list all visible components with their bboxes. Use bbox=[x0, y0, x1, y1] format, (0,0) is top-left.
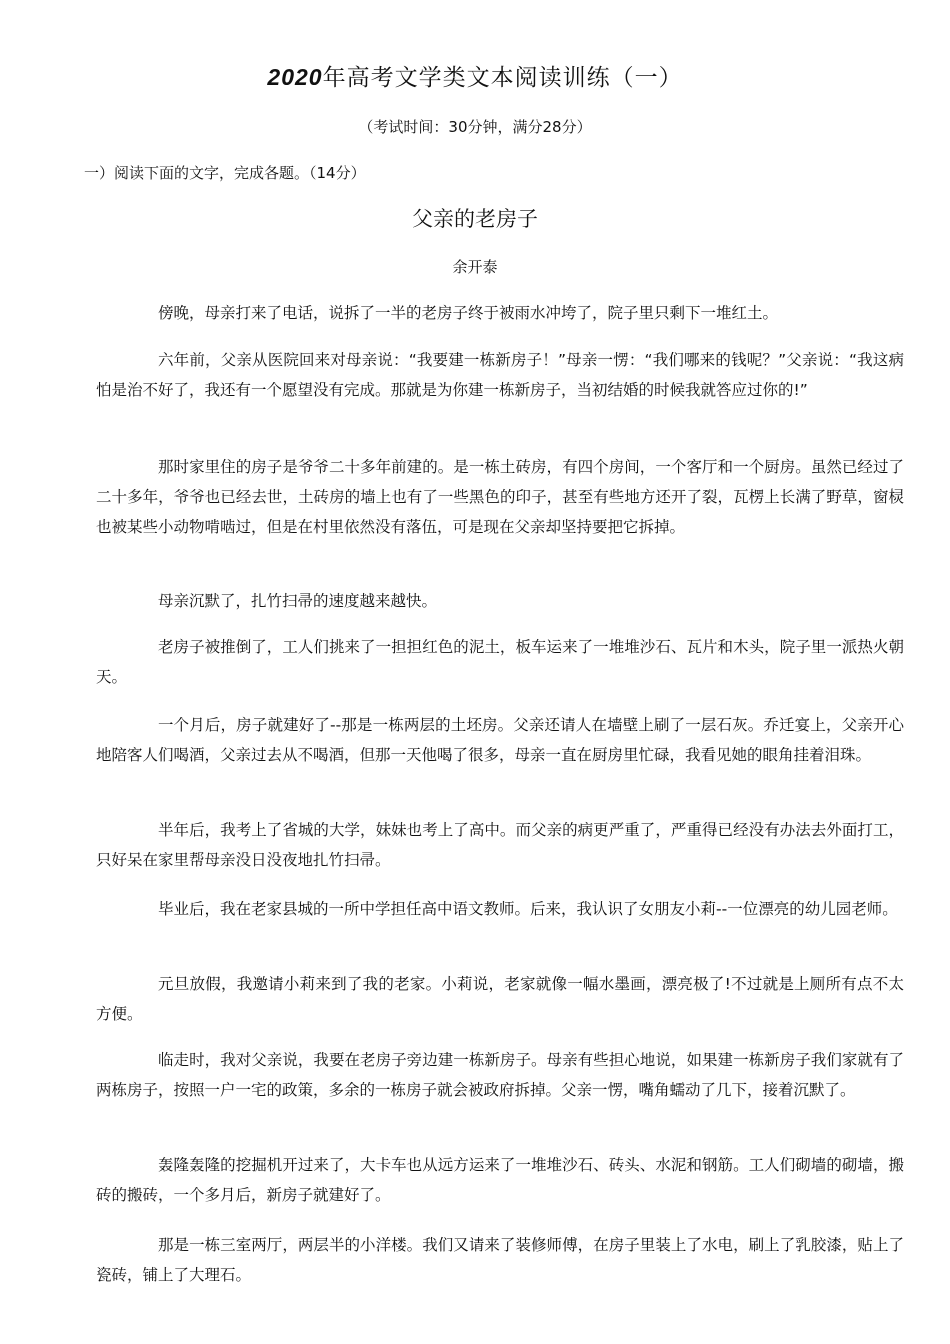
section-heading: 一）阅读下面的文字，完成各题。（14分） bbox=[84, 164, 366, 182]
paragraph: 老房子被推倒了，工人们挑来了一担担红色的泥土，板车运来了一堆堆沙石、瓦片和木头，院子里一派热火朝天。 bbox=[96, 638, 904, 686]
paragraph: 那是一栋三室两厅，两层半的小洋楼。我们又请来了装修师傅，在房子里装上了水电，刷上了乳胶漆，贴上了瓷砖，铺上了大理石。 bbox=[96, 1236, 904, 1284]
paragraph: 元旦放假，我邀请小莉来到了我的老家。小莉说，老家就像一幅水墨画，漂亮极了!不过就是上厕所有点不太方便。 bbox=[96, 975, 904, 1023]
document-title-year: 2020 bbox=[267, 64, 323, 90]
paragraph: 六年前，父亲从医院回来对母亲说：“我要建一栋新房子！”母亲一愣：“我们哪来的钱呢？”父亲说：“我这病怕是治不好了，我还有一个愿望没有完成。那就是为你建一栋新房子，当初结婚的时候我就答应过你的!” bbox=[96, 351, 904, 399]
paragraph: 傍晚，母亲打来了电话，说拆了一半的老房子终于被雨水冲垮了，院子里只剩下一堆红土。 bbox=[158, 304, 779, 322]
document-title bbox=[0, 62, 950, 93]
paragraph: 毕业后，我在老家县城的一所中学担任高中语文教师。后来，我认识了女朋友小莉--一位漂亮的幼儿园老师。 bbox=[158, 900, 898, 918]
paragraph: 母亲沉默了，扎竹扫帚的速度越来越快。 bbox=[158, 592, 438, 610]
paragraph: 一个月后，房子就建好了--那是一栋两层的土坯房。父亲还请人在墙壁上刷了一层石灰。乔迁宴上，父亲开心地陪客人们喝酒，父亲过去从不喝酒，但那一天他喝了很多，母亲一直在厨房里忙碌，我看见她的眼角挂着泪珠。 bbox=[96, 716, 904, 764]
article-title: 父亲的老房子 bbox=[412, 207, 538, 231]
paragraph: 那时家里住的房子是爷爷二十多年前建的。是一栋土砖房，有四个房间，一个客厅和一个厨房。虽然已经过了二十多年，爷爷也已经去世，土砖房的墙上也有了一些黑色的印子，甚至有些地方还开了裂，瓦楞上长满了野草，窗棂也被某些小动物啃啮过，但是在村里依然没有落伍，可是现在父亲却坚持要把它拆掉。 bbox=[96, 458, 904, 536]
document-title-text: 年高考文学类文本阅读训练（一） bbox=[322, 65, 683, 91]
paragraph: 半年后，我考上了省城的大学，妹妹也考上了高中。而父亲的病更严重了，严重得已经没有办法去外面打工，只好呆在家里帮母亲没日没夜地扎竹扫帚。 bbox=[96, 821, 904, 869]
article-author: 余开泰 bbox=[452, 258, 498, 276]
exam-info: （考试时间：30分钟，满分28分） bbox=[358, 118, 592, 136]
paragraph: 轰隆轰隆的挖掘机开过来了，大卡车也从远方运来了一堆堆沙石、砖头、水泥和钢筋。工人们砌墙的砌墙，搬砖的搬砖，一个多月后，新房子就建好了。 bbox=[96, 1156, 904, 1204]
paragraph: 临走时，我对父亲说，我要在老房子旁边建一栋新房子。母亲有些担心地说，如果建一栋新房子我们家就有了两栋房子，按照一户一宅的政策，多余的一栋房子就会被政府拆掉。父亲一愣，嘴角蠕动了几下，接着沉默了。 bbox=[96, 1051, 904, 1099]
